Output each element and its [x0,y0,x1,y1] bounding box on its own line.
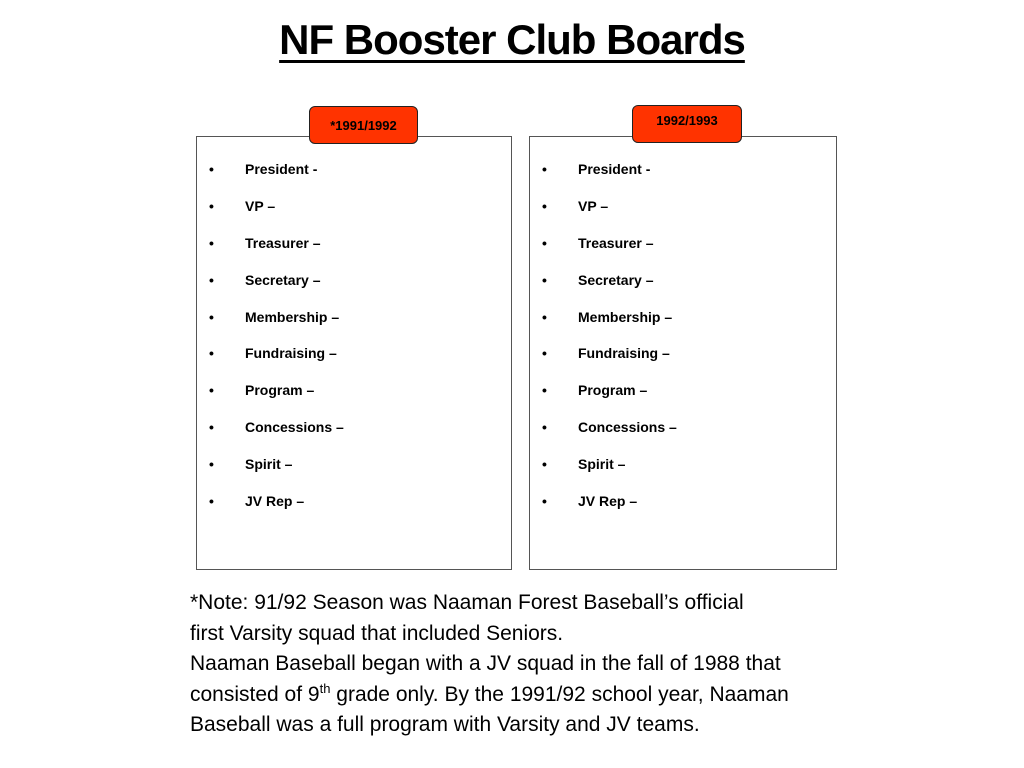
season-note [190,588,890,741]
bullet-icon: • [209,234,214,251]
bullet-icon: • [209,345,214,362]
role-item [197,343,511,380]
role-item [530,270,836,307]
role-label: President - [245,161,318,177]
note-superscript: th [319,680,331,696]
bullet-icon: • [209,161,214,177]
bullet-icon: • [209,419,214,436]
bullet-icon: • [542,271,547,288]
role-item [197,233,511,270]
note-line: first Varsity squad that included Seniors. [190,621,564,645]
role-label: Program – [245,382,315,399]
note-line: Naaman Baseball began with a JV squad in the fall of 1988 that [190,652,781,675]
bullet-icon: • [542,234,547,251]
page-title [0,14,1024,66]
bullet-icon: • [209,271,214,288]
note-text: consisted of 9 [190,682,320,706]
role-item [197,307,511,344]
role-label: Membership – [245,308,340,325]
role-label: Fundraising – [245,345,337,362]
role-item [197,270,511,307]
page-title-text: NF Booster Club Boards [279,16,745,63]
bullet-icon: • [542,419,547,436]
role-item [530,233,836,270]
role-label: Secretary – [245,271,321,288]
role-item [530,307,836,344]
role-item [197,417,511,454]
role-label: Spirit – [578,456,626,473]
role-label: Concessions – [578,419,677,436]
role-label: Concessions – [245,419,344,436]
role-item [530,491,836,528]
role-label: Fundraising – [578,345,670,362]
role-item [530,380,836,417]
note-line [190,680,890,711]
board-1992-role-list [530,159,836,528]
bullet-icon: • [209,308,214,325]
role-item [197,491,511,528]
note-line: *Note: 91/92 Season was Naaman Forest Baseball’s official [190,591,744,614]
role-label: JV Rep – [578,493,638,510]
bullet-icon: • [542,308,547,325]
role-label: Spirit – [245,456,293,473]
role-label: Treasurer – [245,234,321,251]
role-item [530,417,836,454]
bullet-icon: • [542,382,547,399]
board-1991-role-list [197,159,511,528]
bullet-icon: • [209,382,214,399]
role-item [530,196,836,233]
role-item [530,159,836,196]
board-1992-panel [529,136,837,570]
bullet-icon: • [209,456,214,473]
bullet-icon: • [209,197,214,214]
role-label: Membership – [578,308,673,325]
role-label: VP – [578,197,609,214]
role-item [197,196,511,233]
note-text: grade only. By the 1991/92 school year, Naaman [330,682,789,706]
role-label: Treasurer – [578,234,654,251]
bullet-icon: • [542,345,547,362]
board-1992-year-tab: 1992/1993 [632,105,742,143]
role-item [197,380,511,417]
role-item [197,454,511,491]
board-1991-panel [196,136,512,570]
role-label: VP – [245,197,276,214]
bullet-icon: • [542,456,547,473]
bullet-icon: • [209,493,214,510]
bullet-icon: • [542,493,547,510]
role-item [197,159,511,196]
role-label: Program – [578,382,648,399]
bullet-icon: • [542,161,547,177]
role-item [530,454,836,491]
role-label: Secretary – [578,271,654,288]
bullet-icon: • [542,197,547,214]
role-item [530,343,836,380]
role-label: President - [578,161,651,177]
role-label: JV Rep – [245,493,305,510]
board-1991-year-tab: *1991/1992 [309,106,418,144]
note-line: Baseball was a full program with Varsity and JV teams. [190,713,700,736]
